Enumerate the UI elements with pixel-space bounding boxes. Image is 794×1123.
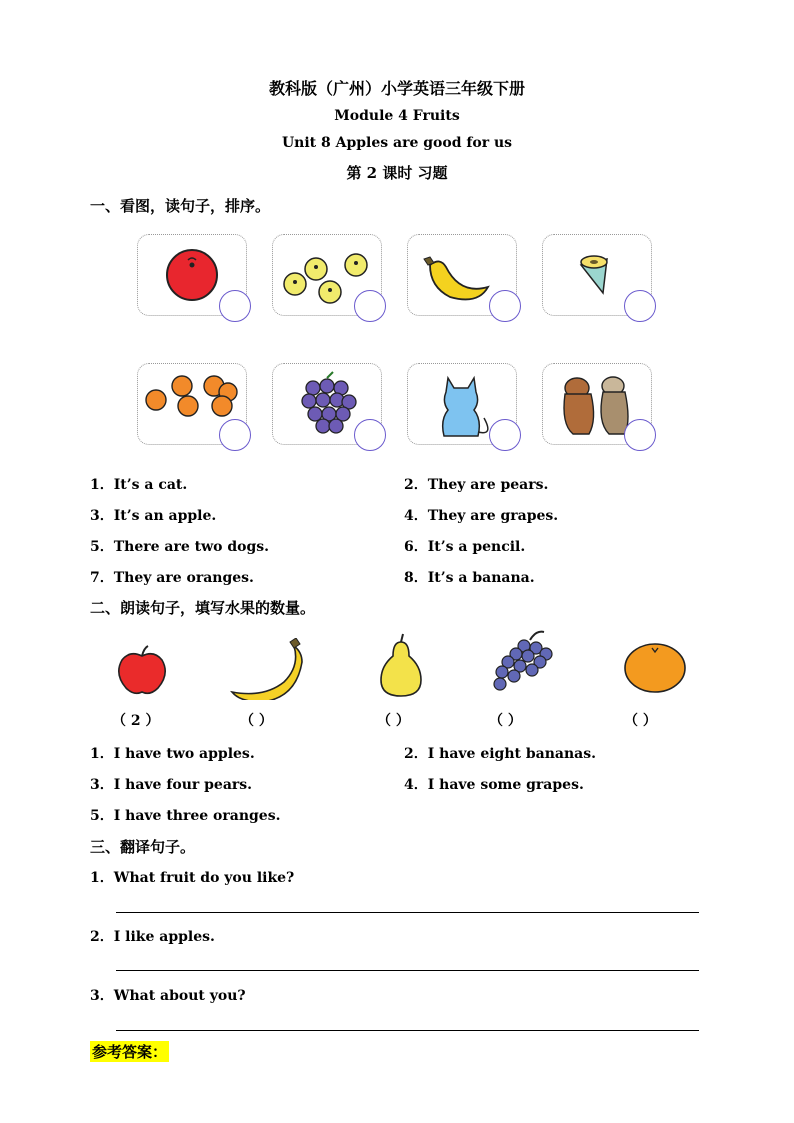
blank-orange[interactable]: （ ） — [624, 713, 657, 729]
answer-line-1[interactable] — [116, 912, 699, 913]
orange-icon — [622, 640, 688, 694]
answer-circle[interactable] — [219, 290, 251, 322]
answer-line-3[interactable] — [116, 1030, 699, 1031]
blank-pear[interactable]: （ ） — [377, 713, 410, 729]
s1-sentence-6: 6．It’s a pencil. — [404, 539, 526, 555]
blank-grapes[interactable]: （ ） — [489, 713, 522, 729]
s3-question-3: 3．What about you? — [90, 988, 246, 1004]
answer-circle[interactable] — [624, 290, 656, 322]
s3-question-1: 1．What fruit do you like? — [90, 870, 295, 886]
section2-heading: 二、朗读句子，填写水果的数量。 — [90, 599, 316, 617]
pear-icon — [376, 632, 426, 698]
answer-circle[interactable] — [624, 419, 656, 451]
answer-circle[interactable] — [354, 290, 386, 322]
s1-sentence-7: 7．They are oranges. — [90, 570, 254, 586]
s1-sentence-3: 3．It’s an apple. — [90, 508, 217, 524]
apple-icon — [114, 642, 170, 698]
section3-heading: 三、翻译句子。 — [90, 838, 196, 856]
module-title: Module 4 Fruits — [334, 108, 460, 124]
banana-icon — [228, 638, 308, 700]
s3-question-2: 2．I like apples. — [90, 929, 215, 945]
blank-banana[interactable]: （ ） — [240, 713, 273, 729]
section1-heading: 一、看图，读句子，排序。 — [90, 197, 271, 215]
s1-sentence-4: 4．They are grapes. — [404, 508, 559, 524]
answer-circle[interactable] — [489, 419, 521, 451]
s2-sentence-1: 1．I have two apples. — [90, 746, 255, 762]
answer-key-label: 参考答案： — [92, 1043, 168, 1061]
answer-circle[interactable] — [489, 290, 521, 322]
lesson-title: 第 2 课时 习题 — [346, 164, 448, 182]
s2-sentence-2: 2．I have eight bananas. — [404, 746, 596, 762]
s1-sentence-5: 5．There are two dogs. — [90, 539, 270, 555]
answer-circle[interactable] — [354, 419, 386, 451]
blank-apple[interactable]: （ 2 ） — [112, 713, 160, 729]
s1-sentence-1: 1．It’s a cat. — [90, 477, 188, 493]
answer-line-2[interactable] — [116, 970, 699, 971]
document-title: 教科版（广州）小学英语三年级下册 — [268, 79, 525, 98]
s1-sentence-8: 8．It’s a banana. — [404, 570, 535, 586]
s2-sentence-4: 4．I have some grapes. — [404, 777, 584, 793]
s2-sentence-3: 3．I have four pears. — [90, 777, 253, 793]
grapes-icon — [488, 628, 554, 692]
s1-sentence-2: 2．They are pears. — [404, 477, 549, 493]
s2-sentence-5: 5．I have three oranges. — [90, 808, 281, 824]
unit-title: Unit 8 Apples are good for us — [281, 135, 513, 151]
answer-circle[interactable] — [219, 419, 251, 451]
